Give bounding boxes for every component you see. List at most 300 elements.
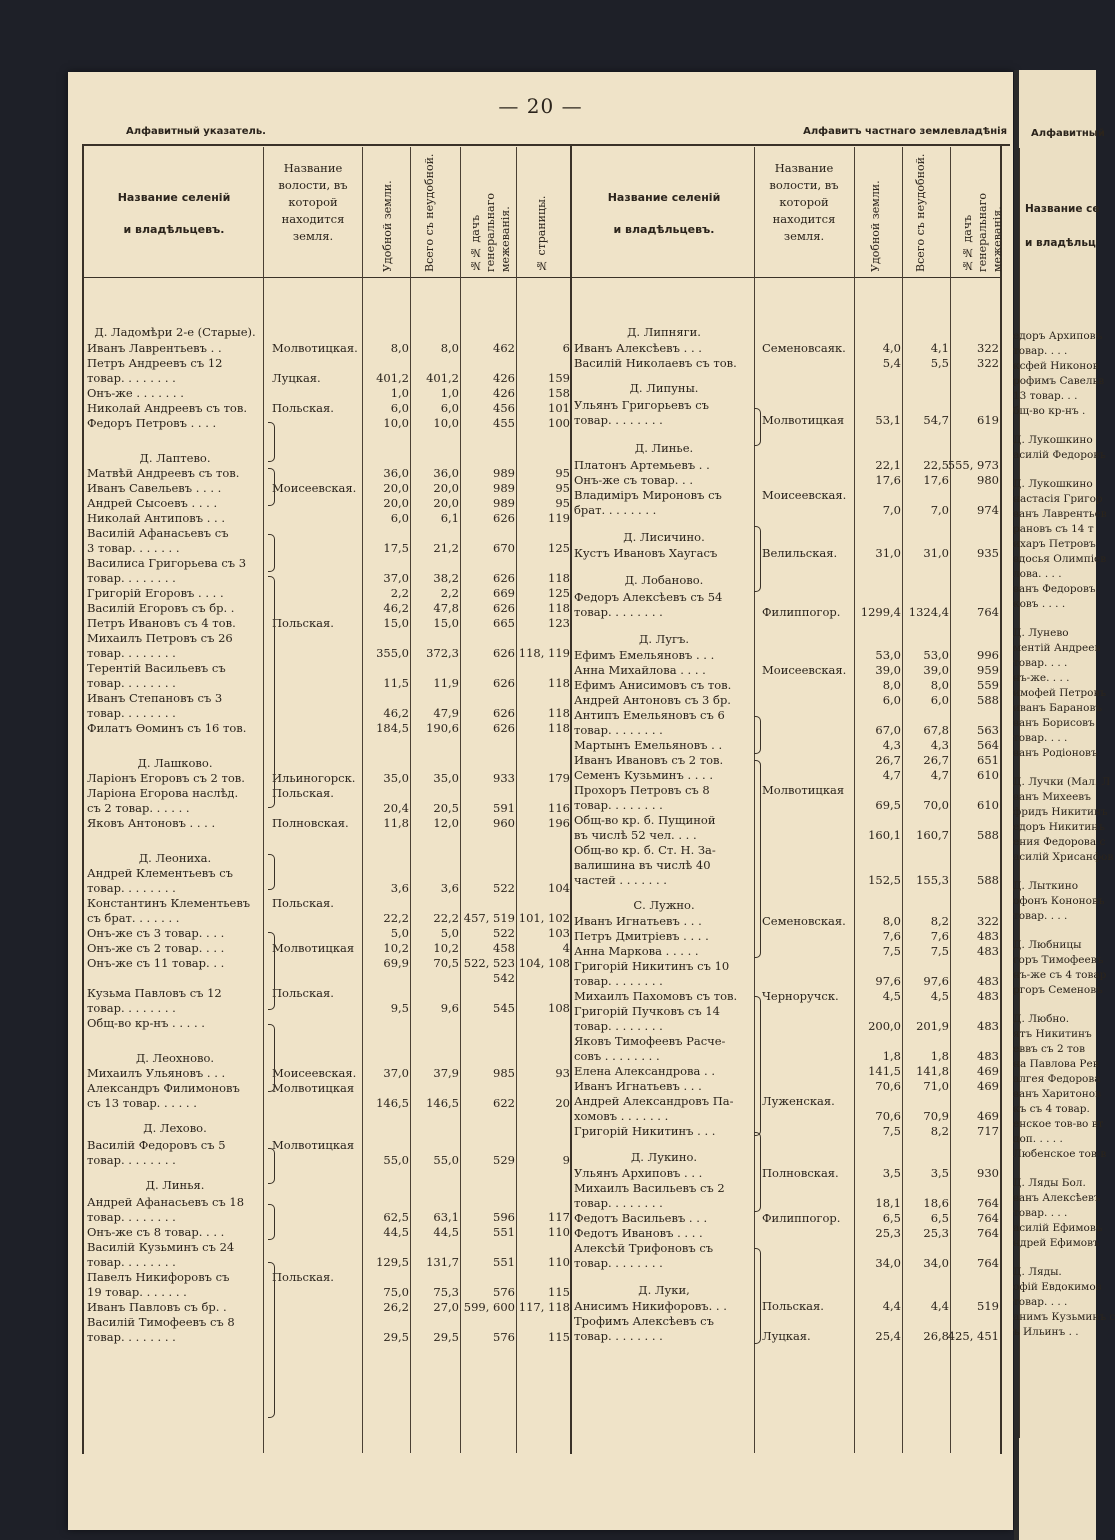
next-page-line: Д. Лунево — [1013, 627, 1069, 639]
owner-name: Терентій Васильевъ съ — [87, 661, 226, 675]
udobnoi-value: 7,5 — [882, 1124, 901, 1138]
next-page-line: Д. Любно. — [1013, 1013, 1070, 1025]
owner-name: Михаилъ Петровъ съ 26 — [87, 631, 233, 645]
vsego-value: 75,3 — [433, 1285, 459, 1299]
owner-name: товар. . . . . . . . — [574, 605, 663, 619]
vsego-value: 18,6 — [923, 1196, 949, 1210]
vsego-value: 1,8 — [930, 1049, 949, 1063]
udobnoi-value: 62,5 — [383, 1210, 409, 1224]
next-page-line: Д. Ляды Бол. — [1013, 1177, 1086, 1189]
owner-name: Трофимъ Алексѣевъ съ — [574, 1314, 714, 1328]
dacha-number: 322 — [977, 341, 999, 355]
settlement-heading: Д. Липняги. — [627, 325, 701, 339]
udobnoi-value: 70,6 — [875, 1079, 901, 1093]
dacha-number: 457, 519 — [463, 911, 515, 925]
owner-name: товар. . . . . . . . — [87, 676, 176, 690]
page-ref: 100 — [548, 416, 570, 430]
dacha-number: 591 — [493, 801, 515, 815]
udobnoi-value: 75,0 — [383, 1285, 409, 1299]
udobnoi-value: 7,0 — [882, 503, 901, 517]
vsego-value: 22,5 — [923, 458, 949, 472]
udobnoi-value: 17,5 — [383, 541, 409, 555]
next-page-line: нъ-же. . . . — [1013, 672, 1070, 684]
owner-name: Василиса Григорьева съ 3 — [87, 556, 247, 570]
vsego-value: 160,7 — [916, 828, 949, 842]
dacha-number: 599, 600 — [463, 1300, 515, 1314]
owner-name: Петръ Ивановъ съ 4 тов. — [87, 616, 236, 630]
volost-name: Моисеевская. — [272, 481, 357, 495]
vsego-value: 47,9 — [433, 706, 459, 720]
dacha-number: 626 — [493, 721, 515, 735]
brace — [268, 1262, 275, 1418]
udobnoi-value: 129,5 — [376, 1255, 409, 1269]
next-page-line: офій Евдокимов — [1013, 1281, 1102, 1293]
owner-name: Николай Андреевъ съ тов. — [87, 401, 247, 415]
owner-name: Андрей Афанасьевъ съ 18 — [87, 1195, 245, 1209]
volost-name: Моисеевская. — [762, 663, 847, 677]
vsego-value: 201,9 — [916, 1019, 949, 1033]
col-header-volost-left: Название волости, въ которой находится земля. — [278, 161, 348, 243]
vsego-value: 21,2 — [433, 541, 459, 555]
vsego-value: 5,5 — [930, 356, 949, 370]
vsego-value: 22,2 — [433, 911, 459, 925]
owner-name: товар. . . . . . . . — [87, 1153, 176, 1167]
dacha-number: 959 — [977, 663, 999, 677]
dacha-number: 456 — [493, 401, 515, 415]
vsego-value: 7,0 — [930, 503, 949, 517]
owner-name: Андрей Сысоевъ . . . . — [87, 496, 218, 510]
next-page-line: нъ-же съ 4 товар — [1013, 969, 1107, 981]
udobnoi-value: 22,1 — [875, 458, 901, 472]
volost-name: Семеновсаяк. — [762, 341, 846, 355]
page-ref: 110 — [548, 1255, 570, 1269]
volost-name: Молвотицкая — [272, 941, 355, 955]
udobnoi-value: 146,5 — [376, 1096, 409, 1110]
next-page-line: Д. Лукошкино — [1013, 434, 1093, 446]
next-page-line: товар. . . . — [1013, 732, 1068, 744]
udobnoi-value: 46,2 — [383, 601, 409, 615]
udobnoi-value: 3,5 — [882, 1166, 901, 1180]
next-page-line: Любенское тов-в — [1013, 1148, 1107, 1160]
running-header-left: Алфавитный указатель. — [126, 126, 266, 137]
vsego-value: 8,2 — [930, 914, 949, 928]
owner-name: товар. . . . . . . . — [87, 571, 176, 585]
udobnoi-value: 160,1 — [868, 828, 901, 842]
page-ref: 119 — [548, 511, 570, 525]
table-middle-rule — [570, 144, 572, 1454]
brace — [268, 1148, 275, 1184]
header-bottom-rule — [82, 277, 1000, 278]
vsego-value: 4,5 — [930, 989, 949, 1003]
vsego-value: 70,0 — [923, 798, 949, 812]
dacha-number: 551 — [493, 1255, 515, 1269]
next-page-line: лова. . . . — [1013, 568, 1062, 580]
owner-name: Иванъ Ивановъ съ 2 тов. — [574, 753, 724, 767]
settlement-heading: Д. Лаптево. — [139, 451, 211, 465]
volost-name: Молвотицкая — [272, 1081, 355, 1095]
udobnoi-value: 355,0 — [376, 646, 409, 660]
next-page-line: едоръ Никитинъ — [1013, 821, 1105, 833]
owner-name: Николай Антиповъ . . . — [87, 511, 225, 525]
page-ref: 95 — [555, 481, 570, 495]
brace — [268, 534, 275, 572]
udobnoi-value: 34,0 — [875, 1256, 901, 1270]
udobnoi-value: 5,0 — [390, 926, 409, 940]
vsego-value: 131,7 — [426, 1255, 459, 1269]
dacha-number: 576 — [493, 1330, 515, 1344]
vsego-value: 31,0 — [923, 546, 949, 560]
owner-name: Василій Тимофеевъ съ 8 — [87, 1315, 235, 1329]
owner-name: Матвѣй Андреевъ съ тов. — [87, 466, 240, 480]
dacha-number: 764 — [977, 605, 999, 619]
vsego-value: 372,3 — [426, 646, 459, 660]
owner-name: Григорій Егоровъ . . . . — [87, 586, 224, 600]
dacha-number: 555, 973 — [947, 458, 999, 472]
dacha-number: 596 — [493, 1210, 515, 1224]
vsego-value: 4,4 — [930, 1299, 949, 1313]
volost-name: Филиппогор. — [762, 1211, 841, 1225]
vsego-value: 6,0 — [440, 401, 459, 415]
vsego-value: 5,0 — [440, 926, 459, 940]
next-page-header: Алфавитный — [1031, 128, 1105, 139]
vsego-value: 34,0 — [923, 1256, 949, 1270]
next-page-line: Д. Лучки (Мал. Л — [1013, 776, 1111, 788]
owner-name: Ульянъ Архиповъ . . . — [574, 1166, 703, 1180]
dacha-number: 626 — [493, 511, 515, 525]
next-page-line: товар. . . . — [1013, 345, 1068, 357]
owner-name: товар. . . . . . . . — [87, 881, 176, 895]
owner-name: Михаилъ Ульяновъ . . . — [87, 1066, 226, 1080]
dacha-number: 651 — [977, 753, 999, 767]
next-page-line: еввъ съ 2 тов — [1013, 1043, 1086, 1055]
dacha-number: 522 — [493, 881, 515, 895]
udobnoi-value: 15,0 — [383, 616, 409, 630]
dacha-number: 564 — [977, 738, 999, 752]
owner-name: Ларіона Егорова наслѣд. — [87, 786, 239, 800]
owner-name: товар. . . . . . . . — [87, 371, 176, 385]
volost-name: Молвотицкая — [272, 1138, 355, 1152]
col-header-vsego-left: Всего съ неудобной. — [423, 153, 436, 272]
udobnoi-value: 20,0 — [383, 481, 409, 495]
owner-name: съ 2 товар. . . . . . — [87, 801, 190, 815]
udobnoi-value: 4,7 — [882, 768, 901, 782]
udobnoi-value: 20,4 — [383, 801, 409, 815]
page-ref: 117, 118 — [518, 1300, 570, 1314]
dacha-number: 462 — [493, 341, 515, 355]
vsego-value: 6,1 — [440, 511, 459, 525]
page-ref: 6 — [562, 341, 570, 355]
owner-name: Ефимъ Емельяновъ . . . — [574, 648, 715, 662]
page-ref: 118 — [548, 706, 570, 720]
volost-name: Луцкая. — [272, 371, 321, 385]
col-header-udobnoi-right: Удобной земли. — [869, 180, 882, 272]
udobnoi-value: 31,0 — [875, 546, 901, 560]
udobnoi-value: 6,0 — [882, 693, 901, 707]
owner-name: съ брат. . . . . . . — [87, 911, 180, 925]
page-ref: 108 — [548, 1001, 570, 1015]
dacha-number: 626 — [493, 571, 515, 585]
page-ref: 118 — [548, 676, 570, 690]
owner-name: Василій Егоровъ съ бр. . — [87, 601, 235, 615]
owner-name: Григорій Никитинъ съ 10 — [574, 959, 730, 973]
udobnoi-value: 6,5 — [882, 1211, 901, 1225]
page-ref: 123 — [548, 616, 570, 630]
udobnoi-value: 20,0 — [383, 496, 409, 510]
next-page-line: на Павлова Рев — [1013, 1058, 1099, 1070]
volost-name: Полновская. — [272, 816, 349, 830]
udobnoi-value: 46,2 — [383, 706, 409, 720]
volost-name: Польская. — [272, 986, 334, 1000]
dacha-number: 670 — [493, 541, 515, 555]
volost-name: Филиппогор. — [762, 605, 841, 619]
brace — [268, 1204, 275, 1240]
udobnoi-value: 55,0 — [383, 1153, 409, 1167]
udobnoi-value: 35,0 — [383, 771, 409, 785]
udobnoi-value: 25,4 — [875, 1329, 901, 1343]
dacha-number: 322 — [977, 356, 999, 370]
owner-name: Онъ-же съ 3 товар. . . . — [87, 926, 225, 940]
dacha-number: 626 — [493, 601, 515, 615]
vsego-value: 35,0 — [433, 771, 459, 785]
vsego-value: 27,0 — [433, 1300, 459, 1314]
brace — [268, 576, 275, 808]
owner-name: Онъ-же съ 11 товар. . . — [87, 956, 225, 970]
vsego-value: 10,0 — [433, 416, 459, 430]
vsego-value: 4,1 — [930, 341, 949, 355]
volost-name: Польская. — [272, 401, 334, 415]
dacha-number: 426 — [493, 371, 515, 385]
volost-name: Польская. — [272, 786, 334, 800]
vsego-value: 12,0 — [433, 816, 459, 830]
owner-name: Иванъ Игнатьевъ . . . — [574, 914, 702, 928]
owner-name: Иванъ Алексѣевъ . . . — [574, 341, 702, 355]
owner-name: товар. . . . . . . . — [574, 723, 663, 737]
owner-name: Яковъ Тимофеевъ Расче- — [574, 1034, 726, 1048]
owner-name: Семенъ Кузьминъ . . . . — [574, 768, 714, 782]
udobnoi-value: 8,0 — [882, 914, 901, 928]
udobnoi-value: 11,8 — [383, 816, 409, 830]
page-ref: 93 — [555, 1066, 570, 1080]
vsego-value: 20,0 — [433, 496, 459, 510]
dacha-number: 551 — [493, 1225, 515, 1239]
vsego-value: 141,8 — [916, 1064, 949, 1078]
dacha-number: 717 — [977, 1124, 999, 1138]
udobnoi-value: 10,2 — [383, 941, 409, 955]
dacha-number: 458 — [493, 941, 515, 955]
owner-name: Константинъ Клементьевъ — [87, 896, 251, 910]
vsego-value: 55,0 — [433, 1153, 459, 1167]
page-ref: 104 — [548, 881, 570, 895]
volost-name: Моисеевская. — [272, 1066, 357, 1080]
owner-name: товар. . . . . . . . — [87, 1210, 176, 1224]
dacha-number: 989 — [493, 481, 515, 495]
dacha-number: 610 — [977, 768, 999, 782]
owner-name: Алексѣй Трифоновъ съ — [574, 1241, 714, 1255]
next-page-line: анимъ Кузьминъ с — [1013, 1311, 1115, 1323]
owner-name: Иванъ Савельевъ . . . . — [87, 481, 222, 495]
next-page-line: иванъ Барановъ — [1013, 702, 1103, 714]
udobnoi-value: 4,0 — [882, 341, 901, 355]
settlement-heading: Д. Линья. — [145, 1178, 205, 1192]
owner-name: 19 товар. . . . . . . — [87, 1285, 187, 1299]
next-page-line: Д. Лыткино — [1013, 880, 1079, 892]
vsego-value: 25,3 — [923, 1226, 949, 1240]
owner-name: товар. . . . . . . . — [87, 1330, 176, 1344]
owner-name: Анна Маркова . . . . . — [574, 944, 699, 958]
vsego-value: 8,0 — [440, 341, 459, 355]
vsego-value: 97,6 — [923, 974, 949, 988]
volost-name: Молвотицкая — [762, 783, 845, 797]
page-ref: 20 — [555, 1096, 570, 1110]
vsego-value: 54,7 — [923, 413, 949, 427]
vsego-value: 36,0 — [433, 466, 459, 480]
settlement-heading: Д. Лашково. — [137, 756, 213, 770]
brace — [754, 996, 761, 1136]
settlement-heading: Д. Лобаново. — [624, 573, 704, 587]
brace — [268, 468, 275, 506]
owner-name: Василій Федоровъ съ 5 — [87, 1138, 226, 1152]
dacha-number: 588 — [977, 828, 999, 842]
page-ref: 110 — [548, 1225, 570, 1239]
next-page-line: ванъ Родіоновъ — [1013, 747, 1098, 759]
next-page-line: ксфей Никонов — [1013, 360, 1099, 372]
udobnoi-value: 39,0 — [875, 663, 901, 677]
next-page-col-header: Название се и владѣльц — [1025, 203, 1100, 249]
dacha-number: 764 — [977, 1226, 999, 1240]
dacha-number: 764 — [977, 1211, 999, 1225]
col-header-name-left: Название селеній и владѣльцевъ. — [117, 191, 231, 236]
next-page-line: горъ Тимофеевъ — [1013, 954, 1104, 966]
page-ref: 118 — [548, 601, 570, 615]
dacha-number: 588 — [977, 873, 999, 887]
dacha-number: 529 — [493, 1153, 515, 1167]
brace — [268, 1024, 275, 1092]
next-page-line: ванъ Лаврентьев — [1013, 508, 1107, 520]
owner-name: Федоръ Алексѣевъ съ 54 — [574, 590, 723, 604]
next-page-line: Д. Любницы — [1013, 939, 1082, 951]
owner-name: Платонъ Артемьевъ . . — [574, 458, 710, 472]
dacha-number: 483 — [977, 944, 999, 958]
udobnoi-value: 8,0 — [882, 678, 901, 692]
next-page-line: имофей Петровъ — [1013, 687, 1107, 699]
vsego-value: 44,5 — [433, 1225, 459, 1239]
dacha-number: 974 — [977, 503, 999, 517]
col-header-dachi-left: №№ дачъ генеральнаго межеванія. — [469, 193, 512, 272]
vsego-value: 63,1 — [433, 1210, 459, 1224]
owner-name: Александръ Филимоновъ — [87, 1081, 240, 1095]
udobnoi-value: 29,5 — [383, 1330, 409, 1344]
next-page-line: ванъ Харитонов — [1013, 1088, 1102, 1100]
next-page-line: ения Федорова с — [1013, 836, 1106, 848]
volost-name: Моисеевская. — [762, 488, 847, 502]
dacha-number: 483 — [977, 989, 999, 1003]
brace — [754, 1248, 761, 1344]
page-ref: 179 — [548, 771, 570, 785]
owner-name: Иванъ Павловъ съ бр. . — [87, 1300, 227, 1314]
next-page-line: товар. . . . — [1013, 1296, 1068, 1308]
vsego-value: 1,0 — [440, 386, 459, 400]
vsego-value: 6,0 — [930, 693, 949, 707]
settlement-heading: Д. Лукино. — [630, 1150, 698, 1164]
owner-name: Иванъ Игнатьевъ . . . — [574, 1079, 702, 1093]
owner-name: Петръ Дмитріевъ . . . . — [574, 929, 709, 943]
udobnoi-value: 22,2 — [383, 911, 409, 925]
owner-name: Елена Александрова . . — [574, 1064, 715, 1078]
dacha-number: 669 — [493, 586, 515, 600]
owner-name: Общ-во кр-нъ . . . . . — [87, 1016, 205, 1030]
vsego-value: 38,2 — [433, 571, 459, 585]
udobnoi-value: 4,5 — [882, 989, 901, 1003]
udobnoi-value: 152,5 — [868, 873, 901, 887]
page-ref: 196 — [548, 816, 570, 830]
owner-name: Григорій Никитинъ . . . — [574, 1124, 716, 1138]
udobnoi-value: 36,0 — [383, 466, 409, 480]
udobnoi-value: 1,0 — [390, 386, 409, 400]
dacha-number: 626 — [493, 706, 515, 720]
next-page-line: ихаръ Петровъ — [1013, 538, 1096, 550]
settlement-heading: Д. Лисичино. — [623, 530, 705, 544]
dacha-number: 563 — [977, 723, 999, 737]
settlement-heading: С. Лужно. — [633, 898, 695, 912]
dacha-number: 576 — [493, 1285, 515, 1299]
next-page-line: ковъ . . . . — [1013, 598, 1066, 610]
page-ref: 118, 119 — [518, 646, 570, 660]
next-page-line: рановъ съ 14 т — [1013, 523, 1094, 535]
udobnoi-value: 5,4 — [882, 356, 901, 370]
udobnoi-value: 1299,4 — [860, 605, 901, 619]
udobnoi-value: 26,7 — [875, 753, 901, 767]
vsego-value: 29,5 — [433, 1330, 459, 1344]
page-ref: 104, 108 — [518, 956, 570, 970]
owner-name: Ларіонъ Егоровъ съ 2 тов. — [87, 771, 245, 785]
vsego-value: 7,5 — [930, 944, 949, 958]
owner-name: Ульянъ Григорьевъ съ — [574, 398, 709, 412]
next-page-line: ргоръ Семеновъ — [1013, 984, 1103, 996]
page-ref: 159 — [548, 371, 570, 385]
dacha-number: 764 — [977, 1196, 999, 1210]
udobnoi-value: 37,0 — [383, 1066, 409, 1080]
page-ref: 4 — [562, 941, 570, 955]
volost-name: Польская. — [272, 616, 334, 630]
next-page-line: ванъ Федоровъ — [1013, 583, 1096, 595]
owner-name: Прохоръ Петровъ съ 8 — [574, 783, 710, 797]
owner-name: Мартынъ Емельяновъ . . — [574, 738, 723, 752]
settlement-heading: Д. Лугъ. — [638, 632, 690, 646]
next-page-line: товар. . . . — [1013, 910, 1068, 922]
volost-name: Польская. — [272, 896, 334, 910]
settlement-heading: Д. Леохново. — [135, 1051, 215, 1065]
udobnoi-value: 26,2 — [383, 1300, 409, 1314]
dacha-number: 930 — [977, 1166, 999, 1180]
brace — [268, 854, 275, 890]
udobnoi-value: 97,6 — [875, 974, 901, 988]
volost-name: Черноручск. — [762, 989, 839, 1003]
brace — [754, 408, 761, 446]
owner-name: Иванъ Степановъ съ 3 — [87, 691, 223, 705]
vsego-value: 17,6 — [923, 473, 949, 487]
udobnoi-value: 4,3 — [882, 738, 901, 752]
next-page-line: 13 товар. . . — [1013, 390, 1078, 402]
vsego-value: 53,0 — [923, 648, 949, 662]
next-page-line: вдосья Олимпіев — [1013, 553, 1107, 565]
vsego-value: 8,2 — [930, 1124, 949, 1138]
owner-name: 3 товар. . . . . . . — [87, 541, 180, 555]
owner-name: Кузьма Павловъ съ 12 — [87, 986, 222, 1000]
dacha-number: 469 — [977, 1109, 999, 1123]
dacha-number: 542 — [493, 971, 515, 985]
owner-name: Василій Афанасьевъ съ — [87, 526, 229, 540]
page-ref: 9 — [562, 1153, 570, 1167]
